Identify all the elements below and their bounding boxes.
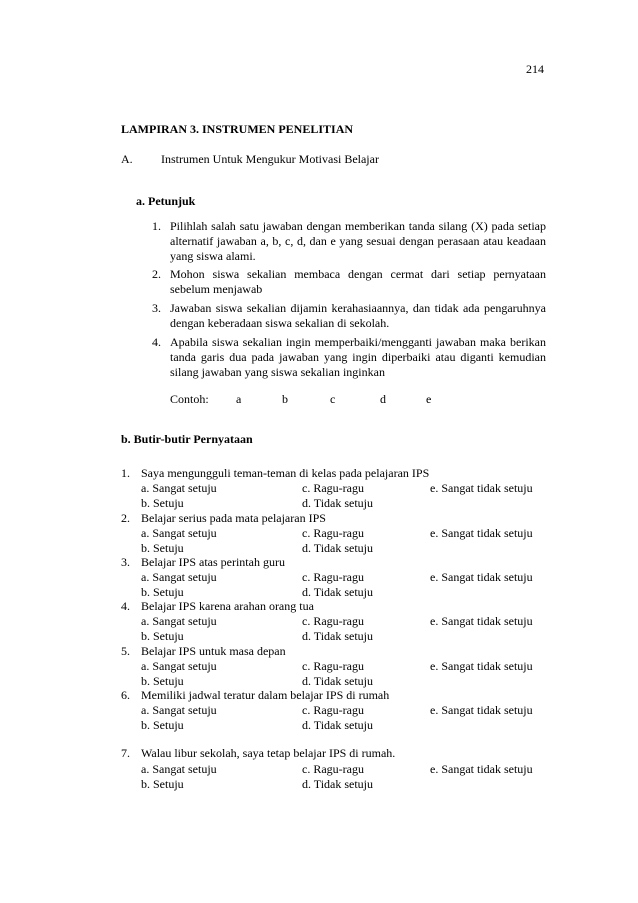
option-c: c. Ragu-ragu bbox=[302, 614, 364, 628]
page-number: 214 bbox=[526, 62, 544, 76]
option-d: d. Tidak setuju bbox=[302, 585, 374, 599]
option-e: e. Sangat tidak setuju bbox=[430, 570, 533, 584]
option-e: e. Sangat tidak setuju bbox=[430, 703, 533, 717]
option-d: d. Tidak setuju bbox=[302, 541, 374, 555]
option-a: a. Sangat setuju bbox=[141, 481, 217, 495]
option-c: c. Ragu-ragu bbox=[302, 481, 364, 495]
petunjuk-num: 2. bbox=[152, 267, 161, 281]
option-e: e. Sangat tidak setuju bbox=[430, 526, 533, 540]
option-a: a. Sangat setuju bbox=[141, 526, 217, 540]
statement-text: Belajar IPS untuk masa depan bbox=[141, 644, 286, 658]
option-a: a. Sangat setuju bbox=[141, 570, 217, 584]
option-b: b. Setuju bbox=[141, 674, 184, 688]
option-c: c. Ragu-ragu bbox=[302, 703, 364, 717]
option-a: a. Sangat setuju bbox=[141, 614, 217, 628]
petunjuk-text: Apabila siswa sekalian ingin memperbaiki/mengganti jawaban maka berikan tanda garis dua pada jawaban yang ingin diperbaiki atau diganti kemudian silang jawaban yang siswa sekalian inginkan bbox=[170, 335, 546, 379]
option-c: c. Ragu-ragu bbox=[302, 659, 364, 673]
option-d: d. Tidak setuju bbox=[302, 674, 374, 688]
statement-num: 6. bbox=[121, 688, 130, 702]
petunjuk-num: 1. bbox=[152, 219, 161, 233]
statement-num: 2. bbox=[121, 511, 130, 525]
statement-text: Belajar serius pada mata pelajaran IPS bbox=[141, 511, 326, 525]
option-b: b. Setuju bbox=[141, 585, 184, 599]
option-e: e. Sangat tidak setuju bbox=[430, 659, 533, 673]
petunjuk-num: 4. bbox=[152, 335, 161, 349]
statement-num: 3. bbox=[121, 555, 130, 569]
option-c: c. Ragu-ragu bbox=[302, 570, 364, 584]
petunjuk-text: Jawaban siswa sekalian dijamin kerahasiaannya, dan tidak ada pengaruhnya dengan keberadaan siswa sekalian di sekolah. bbox=[170, 301, 546, 330]
option-b: b. Setuju bbox=[141, 496, 184, 510]
option-e: e. Sangat tidak setuju bbox=[430, 481, 533, 495]
option-b: b. Setuju bbox=[141, 718, 184, 732]
petunjuk-text: Pilihlah salah satu jawaban dengan memberikan tanda silang (X) pada setiap alternatif jawaban a, b, c, d, dan e yang sesuai dengan perasaan atau keadaan yang siswa alami. bbox=[170, 219, 546, 263]
option-d: d. Tidak setuju bbox=[302, 718, 374, 732]
option-e: e. Sangat tidak setuju bbox=[430, 762, 533, 776]
contoh-option: b bbox=[282, 392, 288, 406]
statement-text: Belajar IPS atas perintah guru bbox=[141, 555, 285, 569]
appendix-title: LAMPIRAN 3. INSTRUMEN PENELITIAN bbox=[121, 122, 354, 136]
petunjuk-num: 3. bbox=[152, 301, 161, 315]
butir-heading: b. Butir-butir Pernyataan bbox=[121, 432, 253, 446]
option-b: b. Setuju bbox=[141, 629, 184, 643]
contoh-label: Contoh: bbox=[170, 392, 209, 406]
option-e: e. Sangat tidak setuju bbox=[430, 614, 533, 628]
statement-num: 1. bbox=[121, 466, 130, 480]
option-d: d. Tidak setuju bbox=[302, 777, 374, 791]
petunjuk-text: Mohon siswa sekalian membaca dengan cermat dari setiap pernyataan sebelum menjawab bbox=[170, 267, 546, 296]
option-d: d. Tidak setuju bbox=[302, 496, 374, 510]
option-c: c. Ragu-ragu bbox=[302, 526, 364, 540]
contoh-option: e bbox=[426, 392, 432, 406]
statement-num: 7. bbox=[121, 746, 130, 760]
section-title: Instrumen Untuk Mengukur Motivasi Belajar bbox=[161, 152, 379, 166]
statement-num: 5. bbox=[121, 644, 130, 658]
option-b: b. Setuju bbox=[141, 541, 184, 555]
contoh-option: c bbox=[330, 392, 336, 406]
option-c: c. Ragu-ragu bbox=[302, 762, 364, 776]
statement-text: Walau libur sekolah, saya tetap belajar IPS di rumah. bbox=[141, 746, 396, 760]
petunjuk-heading: a. Petunjuk bbox=[136, 194, 196, 208]
option-b: b. Setuju bbox=[141, 777, 184, 791]
option-a: a. Sangat setuju bbox=[141, 659, 217, 673]
statement-text: Belajar IPS karena arahan orang tua bbox=[141, 599, 314, 613]
statement-num: 4. bbox=[121, 599, 130, 613]
option-d: d. Tidak setuju bbox=[302, 629, 374, 643]
statement-text: Saya mengungguli teman-teman di kelas pada pelajaran IPS bbox=[141, 466, 430, 480]
statement-text: Memiliki jadwal teratur dalam belajar IPS di rumah bbox=[141, 688, 390, 702]
contoh-option: a bbox=[236, 392, 242, 406]
contoh-option: d bbox=[380, 392, 386, 406]
option-a: a. Sangat setuju bbox=[141, 762, 217, 776]
section-letter: A. bbox=[121, 152, 133, 166]
option-a: a. Sangat setuju bbox=[141, 703, 217, 717]
